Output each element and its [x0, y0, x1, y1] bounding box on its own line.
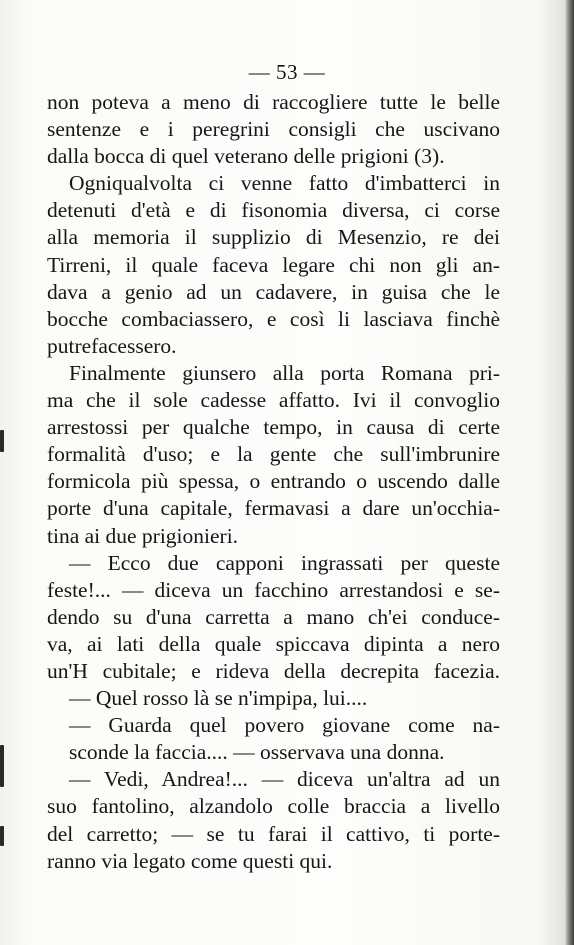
text-line: tina ai due prigionieri. — [47, 523, 239, 548]
text-line: bocche combaciassero, e così li lasciava finchè — [47, 306, 500, 331]
text-line: — Ecco due capponi ingrassati per queste — [69, 550, 500, 575]
margin-mark — [0, 745, 4, 787]
text-line: dava a genio ad un cadavere, in guisa che le — [47, 279, 500, 304]
text-line: putrefacessero. — [47, 333, 177, 358]
margin-mark — [0, 430, 4, 452]
text-line: sentenze e i peregrini consigli che uscivano — [47, 117, 500, 142]
text-line: porte d'una capitale, fermavasi a dare un'occhia- — [47, 496, 500, 521]
text-line: va, ai lati della quale spiccava dipinta a nero — [47, 631, 500, 656]
text-line: — Vedi, Andrea!... — diceva un'altra ad un — [69, 767, 500, 792]
text-line: ma che il sole cadesse affatto. Ivi il convoglio — [47, 388, 500, 413]
text-line: un'H cubitale; e rideva della decrepita facezia. — [47, 658, 500, 683]
text-line: Ogniqualvolta ci venne fatto d'imbatterci in — [69, 171, 500, 196]
text-line: — Guarda quel povero giovane come na- — [69, 713, 500, 738]
text-line: ranno via legato come questi qui. — [47, 848, 333, 873]
body-text — [47, 89, 500, 875]
page-number: — 53 — — [248, 60, 326, 84]
text-line: dendo su d'una carretta a mano ch'ei conduce- — [47, 604, 500, 629]
text-line: alla memoria il supplizio di Mesenzio, re dei — [47, 225, 500, 250]
text-line: formalità d'uso; e la gente che sull'imbrunire — [47, 442, 500, 467]
text-line: suo fantolino, alzandolo colle braccia a livello — [47, 794, 500, 819]
margin-mark — [0, 826, 4, 846]
text-line: del carretto; — se tu farai il cattivo, ti porte- — [47, 821, 500, 846]
text-line: Tirreni, il quale faceva legare chi non gli an- — [47, 252, 500, 277]
page-edge-shadow — [564, 0, 574, 945]
text-line: arrestossi per qualche tempo, in causa di certe — [47, 415, 500, 440]
text-line: formicola più spessa, o entrando o uscendo dalle — [47, 469, 500, 494]
text-line: Finalmente giunsero alla porta Romana pri- — [69, 360, 500, 385]
text-line: dalla bocca di quel veterano delle prigioni (3). — [47, 144, 445, 169]
text-line: detenuti d'età e di fisonomia diversa, ci corse — [47, 198, 500, 223]
text-line: — Quel rosso là se n'impipa, lui.... — [69, 686, 368, 711]
text-line: sconde la faccia.... — osservava una donna. — [69, 740, 445, 765]
text-line: feste!... — diceva un facchino arrestandosi e se- — [47, 577, 500, 602]
text-line: non poteva a meno di raccogliere tutte le belle — [47, 90, 500, 114]
